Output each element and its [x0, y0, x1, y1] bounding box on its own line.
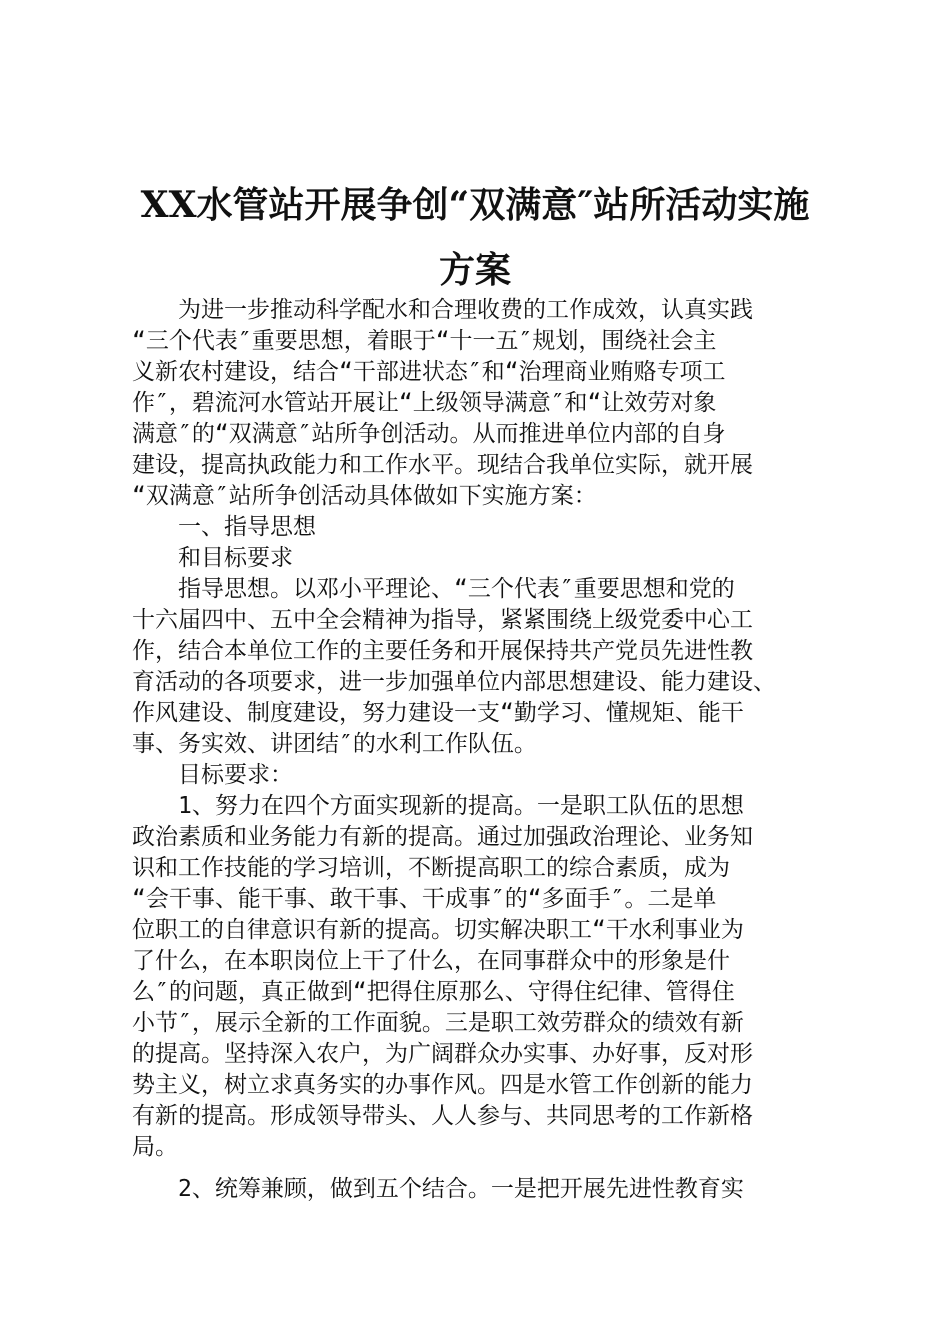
body-line: 位职工的自律意识有新的提高。切实解决职工“干水利事业为: [132, 917, 744, 943]
document-title-line-2: 方案: [438, 249, 511, 291]
body-line: 十六届四中、五中全会精神为指导，紧紧围绕上级党委中心工: [132, 607, 753, 633]
body-line: 识和工作技能的学习培训，不断提高职工的综合素质，成为: [132, 855, 730, 881]
body-line: 为进一步推动科学配水和合理收费的工作成效，认真实践: [178, 297, 753, 323]
body-line: 作，结合本单位工作的主要任务和开展保持共产党员先进性教: [132, 638, 753, 664]
document-title-line-1: XX水管站开展争创“双满意″站所活动实施: [140, 184, 810, 226]
body-line: 势主义，树立求真务实的办事作风。四是水管工作创新的能力: [132, 1072, 753, 1098]
document-body: [132, 295, 822, 1205]
body-line: 事、务实效、讲团结″的水利工作队伍。: [132, 731, 537, 757]
body-line: 么″的问题，真正做到“把得住原那么、守得住纪律、管得住: [132, 979, 735, 1005]
body-line: 建设，提高执政能力和工作水平。现结合我单位实际，就开展: [132, 452, 753, 478]
body-line: 作风建设、制度建设，努力建设一支“勤学习、懂规矩、能干: [132, 700, 744, 726]
body-line: 2、统筹兼顾，做到五个结合。一是把开展先进性教育实: [178, 1176, 744, 1202]
body-line: 目标要求：: [178, 762, 293, 788]
section-heading: 一、指导思想: [178, 514, 316, 540]
body-line: 局。: [132, 1134, 178, 1160]
body-line: 指导思想。以邓小平理论、“三个代表″重要思想和党的: [178, 576, 735, 602]
body-line: 了什么，在本职岗位上干了什么，在同事群众中的形象是什: [132, 948, 730, 974]
body-line: 政治素质和业务能力有新的提高。通过加强政治理论、业务知: [132, 824, 753, 850]
body-line: 作″，碧流河水管站开展让“上级领导满意″和“让效劳对象: [132, 390, 717, 416]
body-line: 满意″的“双满意″站所争创活动。从而推进单位内部的自身: [132, 421, 726, 447]
section-heading: 和目标要求: [178, 545, 293, 571]
body-line: 育活动的各项要求，进一步加强单位内部思想建设、能力建设、: [132, 669, 776, 695]
body-line: 小节″，展示全新的工作面貌。三是职工效劳群众的绩效有新: [132, 1010, 744, 1036]
body-line: “会干事、能干事、敢干事、干成事″的“多面手″。二是单: [132, 886, 717, 912]
body-line: 1、努力在四个方面实现新的提高。一是职工队伍的思想: [178, 793, 744, 819]
body-line: 义新农村建设，结合“干部进状态″和“治理商业贿赂专项工: [132, 359, 726, 385]
body-line: “双满意″站所争创活动具体做如下实施方案：: [132, 483, 597, 509]
body-line: “三个代表″重要思想，着眼于“十一五″规划，围绕社会主: [132, 328, 717, 354]
body-line: 有新的提高。形成领导带头、人人参与、共同思考的工作新格: [132, 1103, 753, 1129]
body-line: 的提高。坚持深入农户，为广阔群众办实事、办好事，反对形: [132, 1041, 753, 1067]
